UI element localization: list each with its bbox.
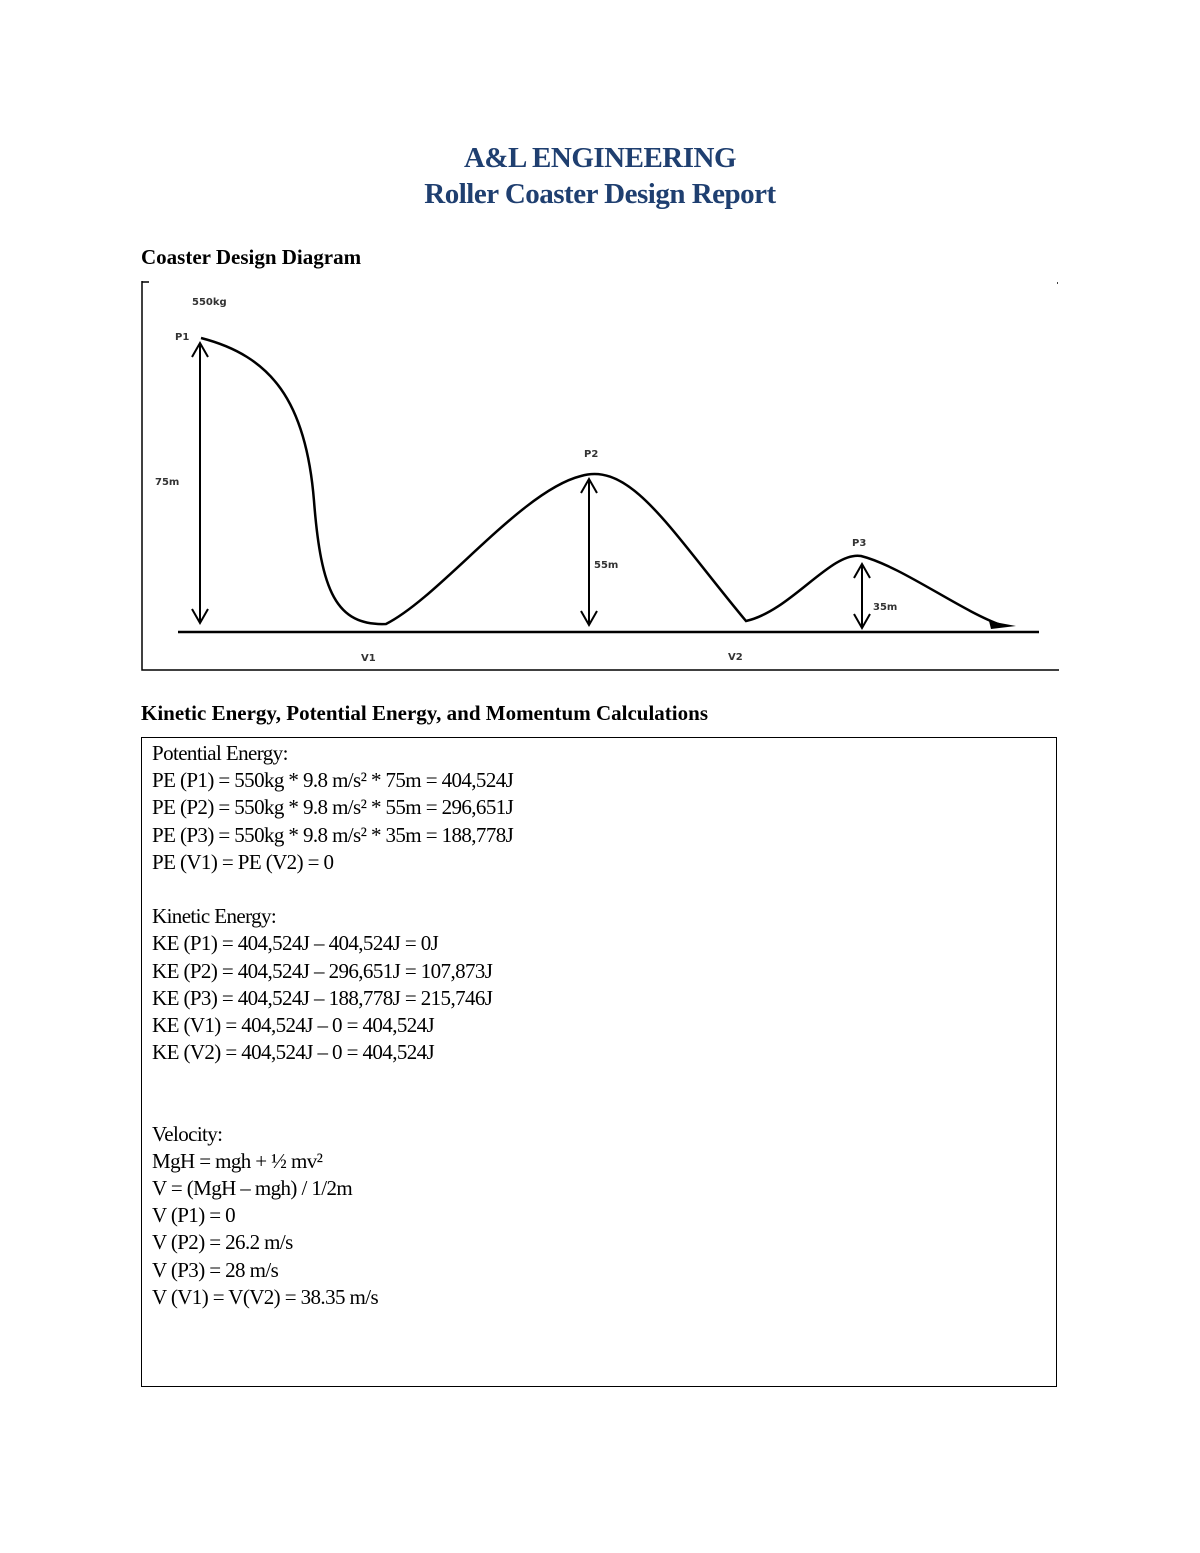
- velocity-line: V = (MgH – mgh) / 1/2m: [152, 1176, 353, 1200]
- velocity-line: V (P1) = 0: [152, 1203, 236, 1228]
- velocity-title: Velocity:: [152, 1121, 223, 1146]
- ke-line: KE (V2) = 404,524J – 0 = 404,524J: [152, 1040, 435, 1065]
- report-title: Roller Coaster Design Report: [424, 178, 776, 210]
- pe-line: PE (P3) = 550kg * 9.8 m/s² * 35m = 188,778J: [152, 822, 514, 847]
- calculations-box: [141, 737, 1057, 1387]
- p1-label: P1: [175, 332, 190, 343]
- potential-energy-title: Potential Energy:: [152, 741, 288, 765]
- velocity-line: V (V1) = V(V2) = 38.35 m/s: [152, 1284, 379, 1309]
- coaster-track: [201, 338, 1001, 625]
- track-end-arrow: [989, 621, 1016, 629]
- velocity-line: V (P3) = 28 m/s: [152, 1257, 279, 1282]
- ke-line: KE (P1) = 404,524J – 404,524J = 0J: [152, 931, 439, 956]
- v2-label: V2: [728, 652, 743, 663]
- ke-line: KE (P3) = 404,524J – 188,778J = 215,746J: [152, 985, 493, 1010]
- pe-line: PE (V1) = PE (V2) = 0: [152, 849, 334, 874]
- calculations-heading: Kinetic Energy, Potential Energy, and Momentum Calculations: [141, 701, 708, 725]
- kinetic-energy-title: Kinetic Energy:: [152, 904, 277, 929]
- blank-line: [152, 1093, 513, 1120]
- ke-line: KE (V1) = 404,524J – 0 = 404,524J: [152, 1012, 435, 1037]
- coaster-diagram: [141, 281, 1060, 671]
- height-label-p3: 35m: [873, 602, 898, 613]
- calculations-text: [152, 740, 513, 1311]
- ke-line: KE (P2) = 404,524J – 296,651J = 107,873J: [152, 958, 493, 983]
- height-label-p2: 55m: [594, 560, 619, 571]
- velocity-line: MgH = mgh + ½ mv²: [152, 1148, 323, 1173]
- pe-line: PE (P2) = 550kg * 9.8 m/s² * 55m = 296,651J: [152, 795, 514, 820]
- company-name: A&L ENGINEERING: [463, 142, 737, 174]
- height-label-p1: 75m: [155, 477, 180, 488]
- pe-line: PE (P1) = 550kg * 9.8 m/s² * 75m = 404,524J: [152, 768, 514, 793]
- coaster-diagram-svg: [141, 281, 1060, 671]
- blank-line: [152, 876, 513, 903]
- blank-line: [152, 1066, 513, 1093]
- report-header: [0, 140, 1200, 212]
- p3-label: P3: [852, 538, 867, 549]
- mass-label: 550kg: [192, 297, 227, 308]
- diagram-heading: Coaster Design Diagram: [141, 245, 362, 269]
- velocity-line: V (P2) = 26.2 m/s: [152, 1230, 293, 1255]
- v1-label: V1: [361, 653, 376, 664]
- p2-label: P2: [584, 449, 599, 460]
